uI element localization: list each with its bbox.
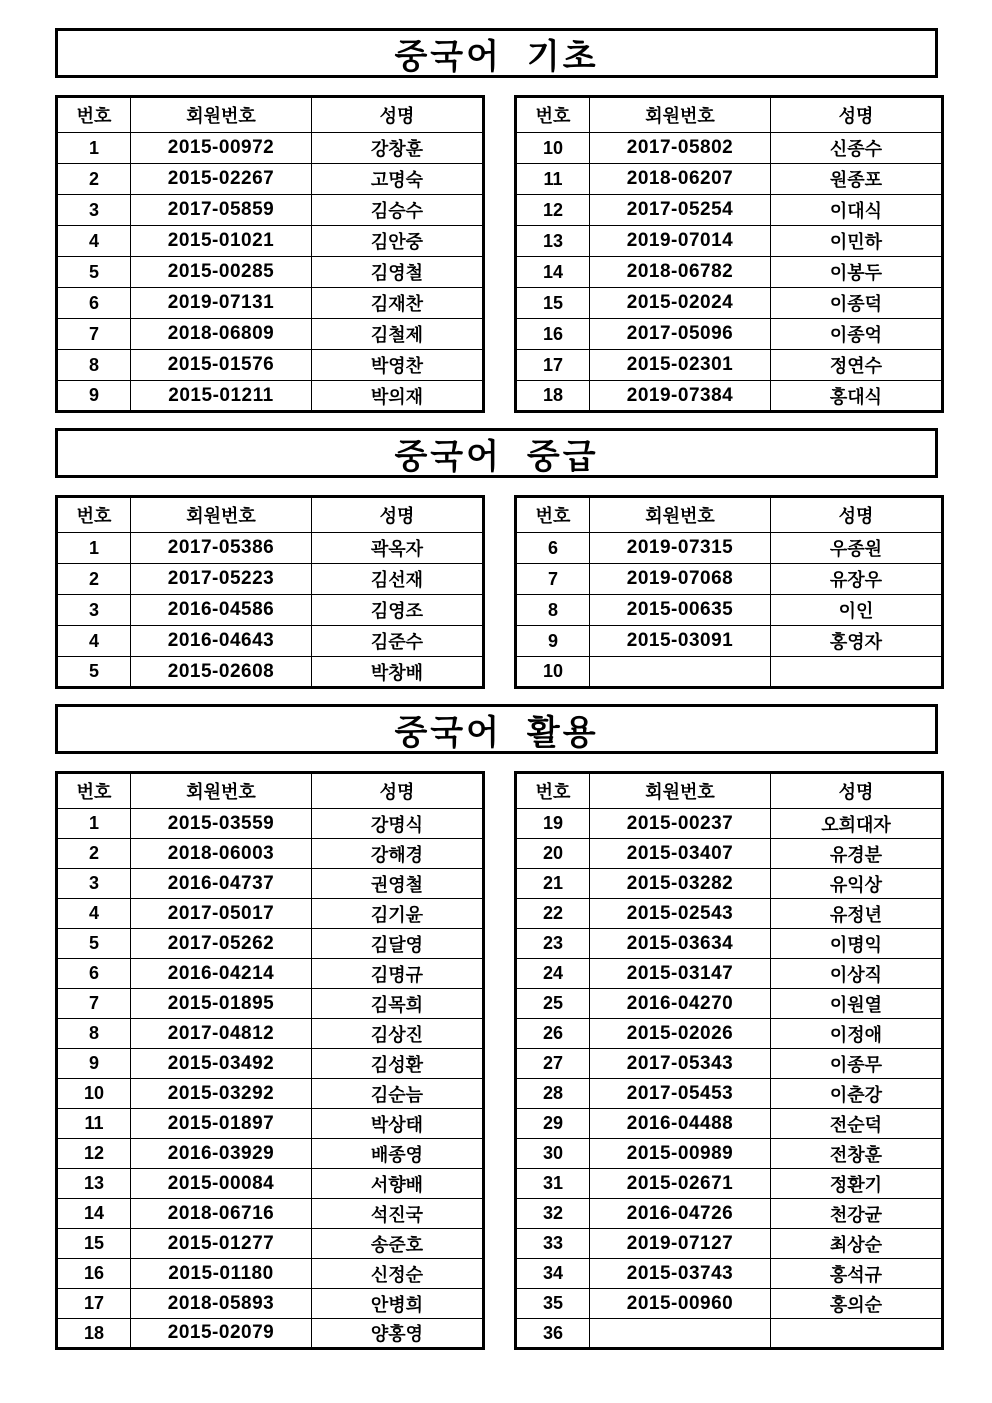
name-cell: 김영철 (312, 257, 484, 288)
member-id-cell: 2015-03091 (590, 626, 771, 657)
row-number-cell: 10 (516, 133, 590, 164)
name-cell: 서향배 (312, 1169, 484, 1199)
member-id-cell: 2018-06003 (131, 839, 312, 869)
name-cell: 김승수 (312, 195, 484, 226)
header-row (57, 773, 484, 809)
table-row (516, 899, 943, 929)
column-header: 번호 (516, 773, 590, 809)
row-number-cell: 3 (57, 595, 131, 626)
name-cell: 천강균 (771, 1199, 943, 1229)
table-row (57, 1169, 484, 1199)
table-row (516, 381, 943, 412)
member-id-cell: 2017-05386 (131, 533, 312, 564)
row-number-cell: 8 (57, 1019, 131, 1049)
table-row (516, 319, 943, 350)
row-number-cell: 5 (57, 657, 131, 688)
row-number-cell: 33 (516, 1229, 590, 1259)
table-row (57, 164, 484, 195)
name-cell: 이인 (771, 595, 943, 626)
row-number-cell: 10 (57, 1079, 131, 1109)
row-number-cell: 4 (57, 899, 131, 929)
table-row (57, 1139, 484, 1169)
row-number-cell: 17 (516, 350, 590, 381)
member-id-cell: 2015-02267 (131, 164, 312, 195)
row-number-cell: 35 (516, 1289, 590, 1319)
member-id-cell: 2019-07384 (590, 381, 771, 412)
column-header: 번호 (516, 97, 590, 133)
name-cell: 오희대자 (771, 809, 943, 839)
table-row (516, 1199, 943, 1229)
member-id-cell: 2016-04586 (131, 595, 312, 626)
name-cell: 이민하 (771, 226, 943, 257)
member-id-cell: 2015-03407 (590, 839, 771, 869)
table-row (57, 1319, 484, 1349)
column-header: 성명 (312, 97, 484, 133)
row-number-cell: 8 (57, 350, 131, 381)
name-cell: 유경분 (771, 839, 943, 869)
table-row (516, 626, 943, 657)
table-row (57, 195, 484, 226)
name-cell: 김성환 (312, 1049, 484, 1079)
roster-table-right (514, 95, 944, 413)
roster-table-right (514, 495, 944, 689)
name-cell: 원종포 (771, 164, 943, 195)
row-number-cell: 9 (57, 1049, 131, 1079)
name-cell: 박상태 (312, 1109, 484, 1139)
table-row (516, 288, 943, 319)
name-cell: 김준수 (312, 626, 484, 657)
table-row (516, 164, 943, 195)
name-cell: 김명규 (312, 959, 484, 989)
member-id-cell: 2015-03634 (590, 929, 771, 959)
row-number-cell: 9 (516, 626, 590, 657)
member-id-cell: 2015-01576 (131, 350, 312, 381)
member-id-cell: 2015-03743 (590, 1259, 771, 1289)
table-row (516, 1109, 943, 1139)
section-basic (55, 28, 938, 413)
header-row (57, 97, 484, 133)
name-cell: 김기윤 (312, 899, 484, 929)
table-row (516, 869, 943, 899)
name-cell: 홍대식 (771, 381, 943, 412)
member-id-cell: 2017-05096 (590, 319, 771, 350)
row-number-cell: 16 (57, 1259, 131, 1289)
table-row (516, 533, 943, 564)
name-cell: 전순덕 (771, 1109, 943, 1139)
table-row (516, 809, 943, 839)
name-cell: 이상직 (771, 959, 943, 989)
column-header: 회원번호 (131, 497, 312, 533)
name-cell: 이정애 (771, 1019, 943, 1049)
row-number-cell: 6 (516, 533, 590, 564)
table-row (57, 1079, 484, 1109)
row-number-cell: 2 (57, 839, 131, 869)
table-row (57, 1199, 484, 1229)
row-number-cell: 5 (57, 257, 131, 288)
name-cell: 권영철 (312, 869, 484, 899)
section-tables (55, 95, 938, 413)
name-cell: 김철제 (312, 319, 484, 350)
table-row (57, 595, 484, 626)
table-row (516, 1289, 943, 1319)
table-row (516, 839, 943, 869)
member-id-cell: 2015-01895 (131, 989, 312, 1019)
row-number-cell: 21 (516, 869, 590, 899)
column-header: 번호 (57, 97, 131, 133)
member-id-cell: 2015-02079 (131, 1319, 312, 1349)
section-tables (55, 771, 938, 1350)
member-id-cell: 2017-05017 (131, 899, 312, 929)
table-row (57, 959, 484, 989)
column-header: 성명 (312, 773, 484, 809)
roster-table-right (514, 771, 944, 1350)
member-id-cell: 2018-06782 (590, 257, 771, 288)
section-title: 중국어 중급 (394, 437, 599, 476)
name-cell: 최상순 (771, 1229, 943, 1259)
header-row (516, 497, 943, 533)
row-number-cell: 9 (57, 381, 131, 412)
table-row (57, 1259, 484, 1289)
name-cell: 고명숙 (312, 164, 484, 195)
member-id-cell: 2015-03292 (131, 1079, 312, 1109)
column-header: 회원번호 (131, 773, 312, 809)
table-row (516, 564, 943, 595)
member-id-cell: 2015-03282 (590, 869, 771, 899)
member-id-cell: 2016-04726 (590, 1199, 771, 1229)
row-number-cell: 30 (516, 1139, 590, 1169)
table-row (57, 839, 484, 869)
roster-table-left (55, 95, 485, 413)
member-id-cell: 2017-05223 (131, 564, 312, 595)
name-cell: 송준호 (312, 1229, 484, 1259)
column-header: 성명 (771, 497, 943, 533)
member-id-cell: 2017-05802 (590, 133, 771, 164)
table-row (516, 929, 943, 959)
table-row (57, 226, 484, 257)
table-row (516, 1259, 943, 1289)
member-id-cell: 2015-01277 (131, 1229, 312, 1259)
table-row (57, 1019, 484, 1049)
row-number-cell: 8 (516, 595, 590, 626)
table-row (57, 1049, 484, 1079)
table-row (516, 595, 943, 626)
table-row (516, 133, 943, 164)
member-id-cell: 2015-00972 (131, 133, 312, 164)
row-number-cell: 24 (516, 959, 590, 989)
row-number-cell: 1 (57, 133, 131, 164)
row-number-cell: 3 (57, 869, 131, 899)
table-row (516, 226, 943, 257)
name-cell: 강명식 (312, 809, 484, 839)
member-id-cell: 2017-04812 (131, 1019, 312, 1049)
column-header: 회원번호 (131, 97, 312, 133)
name-cell: 홍석규 (771, 1259, 943, 1289)
row-number-cell: 1 (57, 533, 131, 564)
member-id-cell: 2015-02543 (590, 899, 771, 929)
member-id-cell: 2019-07014 (590, 226, 771, 257)
member-id-cell: 2017-05254 (590, 195, 771, 226)
row-number-cell: 11 (516, 164, 590, 195)
row-number-cell: 25 (516, 989, 590, 1019)
table-row (57, 626, 484, 657)
member-id-cell: 2017-05343 (590, 1049, 771, 1079)
row-number-cell: 13 (57, 1169, 131, 1199)
table-row (516, 1019, 943, 1049)
name-cell: 배종영 (312, 1139, 484, 1169)
table-row (57, 564, 484, 595)
row-number-cell: 12 (57, 1139, 131, 1169)
name-cell: 이종억 (771, 319, 943, 350)
row-number-cell: 28 (516, 1079, 590, 1109)
row-number-cell: 10 (516, 657, 590, 688)
column-header: 성명 (771, 773, 943, 809)
member-id-cell: 2015-03147 (590, 959, 771, 989)
table-row (57, 899, 484, 929)
name-cell: 신종수 (771, 133, 943, 164)
member-id-cell: 2018-06716 (131, 1199, 312, 1229)
member-id-cell: 2019-07068 (590, 564, 771, 595)
name-cell: 이봉두 (771, 257, 943, 288)
table-row (57, 133, 484, 164)
name-cell: 박영찬 (312, 350, 484, 381)
column-header: 번호 (516, 497, 590, 533)
name-cell: 김상진 (312, 1019, 484, 1049)
member-id-cell: 2018-05893 (131, 1289, 312, 1319)
member-id-cell: 2015-02024 (590, 288, 771, 319)
name-cell: 이명익 (771, 929, 943, 959)
table-row (516, 657, 943, 688)
header-row (57, 497, 484, 533)
member-id-cell (590, 657, 771, 688)
member-id-cell: 2018-06207 (590, 164, 771, 195)
name-cell: 안병희 (312, 1289, 484, 1319)
row-number-cell: 2 (57, 164, 131, 195)
member-id-cell: 2016-04214 (131, 959, 312, 989)
row-number-cell: 4 (57, 626, 131, 657)
section-title: 중국어 활용 (394, 713, 599, 752)
row-number-cell: 7 (57, 319, 131, 350)
name-cell: 석진국 (312, 1199, 484, 1229)
member-id-cell: 2017-05453 (590, 1079, 771, 1109)
column-header: 성명 (312, 497, 484, 533)
row-number-cell: 34 (516, 1259, 590, 1289)
table-row (57, 1229, 484, 1259)
row-number-cell: 18 (516, 381, 590, 412)
member-id-cell: 2016-03929 (131, 1139, 312, 1169)
name-cell: 김선재 (312, 564, 484, 595)
name-cell: 홍영자 (771, 626, 943, 657)
name-cell: 유정년 (771, 899, 943, 929)
name-cell: 유익상 (771, 869, 943, 899)
name-cell: 박창배 (312, 657, 484, 688)
table-row (57, 929, 484, 959)
member-id-cell: 2015-02671 (590, 1169, 771, 1199)
member-id-cell: 2016-04270 (590, 989, 771, 1019)
member-id-cell: 2015-01211 (131, 381, 312, 412)
row-number-cell: 7 (57, 989, 131, 1019)
name-cell: 강창훈 (312, 133, 484, 164)
member-id-cell: 2017-05859 (131, 195, 312, 226)
table-row (516, 257, 943, 288)
table-row (57, 869, 484, 899)
row-number-cell: 14 (516, 257, 590, 288)
table-row (516, 1139, 943, 1169)
name-cell: 이대식 (771, 195, 943, 226)
member-id-cell: 2019-07127 (590, 1229, 771, 1259)
table-row (57, 989, 484, 1019)
name-cell (771, 1319, 943, 1349)
column-header: 회원번호 (590, 773, 771, 809)
name-cell: 이종덕 (771, 288, 943, 319)
row-number-cell: 26 (516, 1019, 590, 1049)
row-number-cell: 20 (516, 839, 590, 869)
table-row (516, 195, 943, 226)
member-id-cell: 2015-02026 (590, 1019, 771, 1049)
row-number-cell: 2 (57, 564, 131, 595)
name-cell (771, 657, 943, 688)
member-id-cell: 2017-05262 (131, 929, 312, 959)
row-number-cell: 15 (57, 1229, 131, 1259)
row-number-cell: 15 (516, 288, 590, 319)
table-row (516, 350, 943, 381)
table-row (516, 1319, 943, 1349)
member-id-cell: 2015-00285 (131, 257, 312, 288)
name-cell: 유장우 (771, 564, 943, 595)
member-id-cell: 2015-00989 (590, 1139, 771, 1169)
row-number-cell: 7 (516, 564, 590, 595)
name-cell: 곽옥자 (312, 533, 484, 564)
table-row (57, 288, 484, 319)
table-row (57, 319, 484, 350)
name-cell: 전창훈 (771, 1139, 943, 1169)
row-number-cell: 36 (516, 1319, 590, 1349)
table-row (57, 381, 484, 412)
table-row (57, 1109, 484, 1139)
table-row (57, 1289, 484, 1319)
member-id-cell: 2016-04488 (590, 1109, 771, 1139)
section-title-box (55, 428, 938, 478)
member-id-cell: 2015-00960 (590, 1289, 771, 1319)
name-cell: 김영조 (312, 595, 484, 626)
name-cell: 김안중 (312, 226, 484, 257)
row-number-cell: 6 (57, 959, 131, 989)
name-cell: 정환기 (771, 1169, 943, 1199)
row-number-cell: 13 (516, 226, 590, 257)
row-number-cell: 19 (516, 809, 590, 839)
member-id-cell: 2018-06809 (131, 319, 312, 350)
table-row (516, 1049, 943, 1079)
name-cell: 김목희 (312, 989, 484, 1019)
member-id-cell: 2015-00635 (590, 595, 771, 626)
row-number-cell: 22 (516, 899, 590, 929)
name-cell: 우종원 (771, 533, 943, 564)
name-cell: 김순늠 (312, 1079, 484, 1109)
name-cell: 양홍영 (312, 1319, 484, 1349)
name-cell: 이춘강 (771, 1079, 943, 1109)
name-cell: 이종무 (771, 1049, 943, 1079)
table-row (57, 657, 484, 688)
row-number-cell: 14 (57, 1199, 131, 1229)
section-intermediate (55, 428, 938, 689)
table-row (57, 257, 484, 288)
column-header: 성명 (771, 97, 943, 133)
column-header: 번호 (57, 773, 131, 809)
column-header: 회원번호 (590, 497, 771, 533)
section-title-box (55, 28, 938, 78)
table-row (516, 1229, 943, 1259)
row-number-cell: 16 (516, 319, 590, 350)
name-cell: 홍의순 (771, 1289, 943, 1319)
row-number-cell: 11 (57, 1109, 131, 1139)
row-number-cell: 31 (516, 1169, 590, 1199)
roster-table-left (55, 495, 485, 689)
name-cell: 박의재 (312, 381, 484, 412)
member-id-cell: 2015-02301 (590, 350, 771, 381)
member-id-cell: 2015-02608 (131, 657, 312, 688)
member-id-cell: 2015-00084 (131, 1169, 312, 1199)
header-row (516, 773, 943, 809)
member-id-cell: 2015-01897 (131, 1109, 312, 1139)
name-cell: 신정순 (312, 1259, 484, 1289)
member-id-cell: 2016-04643 (131, 626, 312, 657)
row-number-cell: 1 (57, 809, 131, 839)
name-cell: 이원열 (771, 989, 943, 1019)
row-number-cell: 29 (516, 1109, 590, 1139)
name-cell: 김재찬 (312, 288, 484, 319)
row-number-cell: 3 (57, 195, 131, 226)
table-row (516, 959, 943, 989)
name-cell: 김달영 (312, 929, 484, 959)
row-number-cell: 17 (57, 1289, 131, 1319)
table-row (57, 809, 484, 839)
member-id-cell: 2015-03559 (131, 809, 312, 839)
row-number-cell: 5 (57, 929, 131, 959)
member-id-cell (590, 1319, 771, 1349)
row-number-cell: 6 (57, 288, 131, 319)
table-row (57, 350, 484, 381)
section-title-box (55, 704, 938, 754)
name-cell: 정연수 (771, 350, 943, 381)
table-row (516, 1169, 943, 1199)
name-cell: 강해경 (312, 839, 484, 869)
row-number-cell: 18 (57, 1319, 131, 1349)
column-header: 회원번호 (590, 97, 771, 133)
row-number-cell: 23 (516, 929, 590, 959)
member-id-cell: 2019-07131 (131, 288, 312, 319)
roster-table-left (55, 771, 485, 1350)
section-tables (55, 495, 938, 689)
column-header: 번호 (57, 497, 131, 533)
member-id-cell: 2016-04737 (131, 869, 312, 899)
member-id-cell: 2015-00237 (590, 809, 771, 839)
row-number-cell: 32 (516, 1199, 590, 1229)
table-row (57, 533, 484, 564)
header-row (516, 97, 943, 133)
section-application (55, 704, 938, 1350)
row-number-cell: 4 (57, 226, 131, 257)
row-number-cell: 12 (516, 195, 590, 226)
row-number-cell: 27 (516, 1049, 590, 1079)
member-id-cell: 2015-03492 (131, 1049, 312, 1079)
member-id-cell: 2019-07315 (590, 533, 771, 564)
member-id-cell: 2015-01180 (131, 1259, 312, 1289)
member-id-cell: 2015-01021 (131, 226, 312, 257)
section-title: 중국어 기초 (394, 37, 599, 76)
table-row (516, 1079, 943, 1109)
table-row (516, 989, 943, 1019)
